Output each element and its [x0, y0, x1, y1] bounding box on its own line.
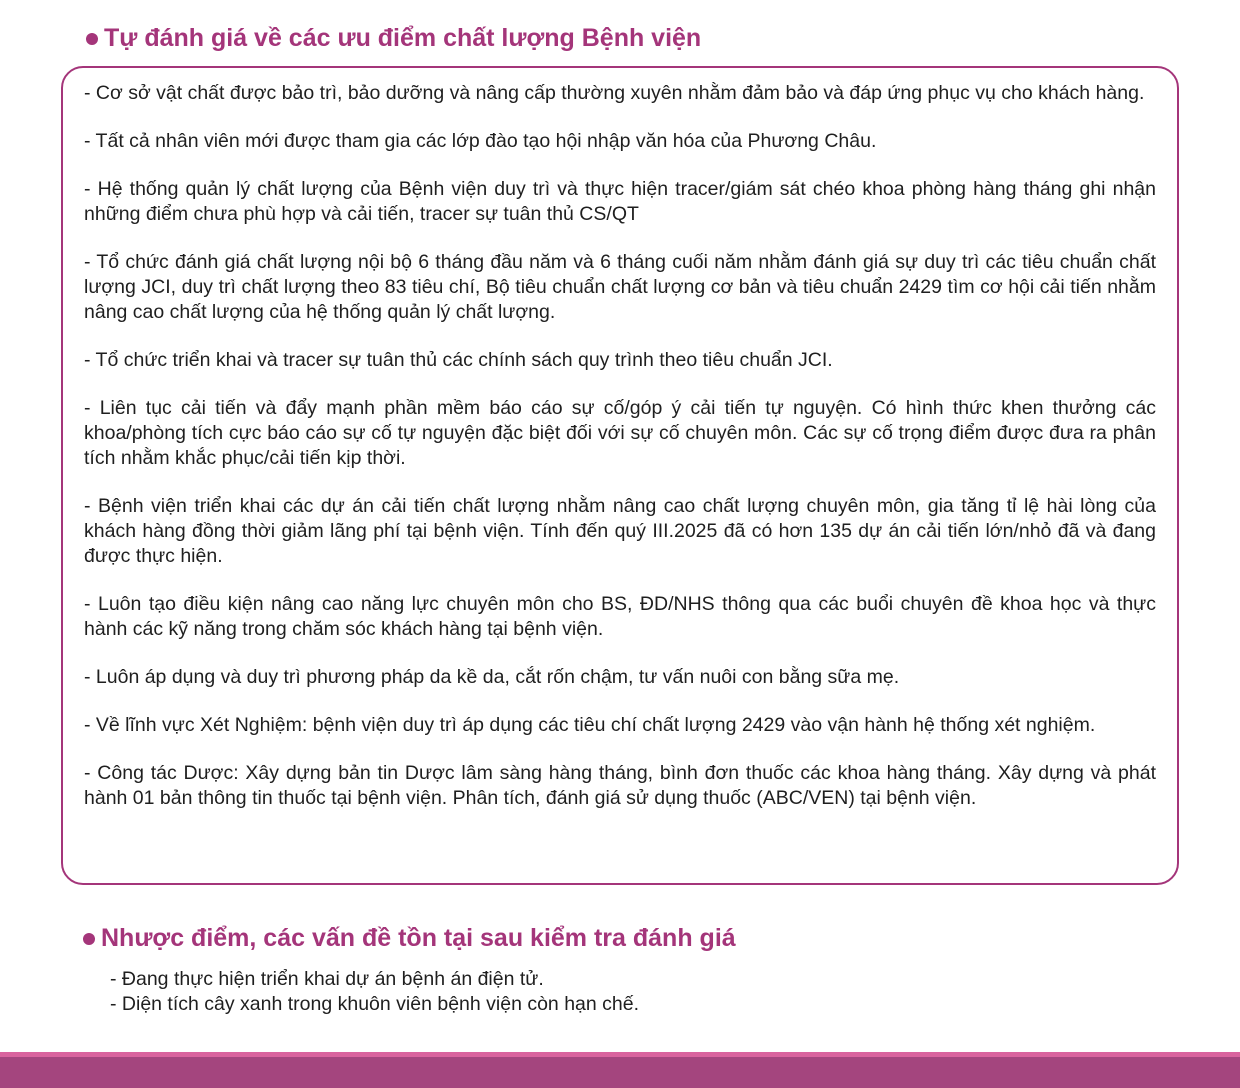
strength-item: - Về lĩnh vực Xét Nghiệm: bệnh viện duy trì áp dụng các tiêu chí chất lượng 2429 vào vận hành hệ thống xét nghiệm. [84, 714, 1096, 736]
weaknesses-heading [83, 924, 736, 953]
weaknesses-list [110, 967, 1170, 1017]
weakness-item: - Diện tích cây xanh trong khuôn viên bệnh viện còn hạn chế. [110, 993, 640, 1015]
strengths-box [61, 66, 1179, 885]
strength-item: - Luôn tạo điều kiện nâng cao năng lực chuyên môn cho BS, ĐD/NHS thông qua các buổi chuyên đề khoa học và thực hành các kỹ năng trong chăm sóc khách hàng tại bệnh viện. [84, 593, 1156, 640]
strength-item: - Bệnh viện triển khai các dự án cải tiến chất lượng nhằm nâng cao chất lượng chuyên môn, gia tăng tỉ lệ hài lòng của khách hàng đồng thời giảm lãng phí tại bệnh viện. Tính đến quý III.2025 đã có hơn 135 dự án cải tiến lớn/nhỏ đã và đang được thực hiện. [84, 495, 1156, 567]
weakness-item: - Đang thực hiện triển khai dự án bệnh án điện tử. [110, 968, 544, 990]
footer-bar [0, 1057, 1240, 1088]
strength-item: - Luôn áp dụng và duy trì phương pháp da kề da, cắt rốn chậm, tư vấn nuôi con bằng sữa mẹ. [84, 666, 900, 688]
weaknesses-heading-text: Nhược điểm, các vấn đề tồn tại sau kiểm tra đánh giá [101, 924, 736, 952]
strengths-heading [86, 24, 701, 53]
strength-item: - Hệ thống quản lý chất lượng của Bệnh viện duy trì và thực hiện tracer/giám sát chéo khoa phòng hàng tháng ghi nhận những điểm chưa phù hợp và cải tiến, tracer sự tuân thủ CS/QT [84, 178, 1156, 225]
bullet-dot-icon [86, 33, 98, 45]
strength-item: - Tất cả nhân viên mới được tham gia các lớp đào tạo hội nhập văn hóa của Phương Châu. [84, 130, 877, 152]
strength-item: - Cơ sở vật chất được bảo trì, bảo dưỡng và nâng cấp thường xuyên nhằm đảm bảo và đáp ứng phục vụ cho khách hàng. [84, 82, 1145, 104]
strength-item: - Công tác Dược: Xây dựng bản tin Dược lâm sàng hàng tháng, bình đơn thuốc các khoa hàng tháng. Xây dựng và phát hành 01 bản thông tin thuốc tại bệnh viện. Phân tích, đánh giá sử dụng thuốc (ABC/VEN) tại bệnh viện. [84, 762, 1156, 809]
strength-item: - Tổ chức đánh giá chất lượng nội bộ 6 tháng đầu năm và 6 tháng cuối năm nhằm đánh giá sự duy trì các tiêu chuẩn chất lượng JCI, duy trì chất lượng theo 83 tiêu chí, Bộ tiêu chuẩn chất lượng cơ bản và tiêu chuẩn 2429 tìm cơ hội cải tiến nhằm nâng cao chất lượng của hệ thống quản lý chất lượng. [84, 251, 1156, 323]
strengths-heading-text: Tự đánh giá về các ưu điểm chất lượng Bệnh viện [104, 24, 702, 52]
strength-item: - Tổ chức triển khai và tracer sự tuân thủ các chính sách quy trình theo tiêu chuẩn JCI. [84, 349, 833, 371]
bullet-dot-icon [83, 933, 95, 945]
strength-item: - Liên tục cải tiến và đẩy mạnh phần mềm báo cáo sự cố/góp ý cải tiến tự nguyện. Có hình thức khen thưởng các khoa/phòng tích cực báo cáo sự cố tự nguyện đặc biệt đối với sự cố chuyên môn. Các sự cố trọng điểm được đưa ra phân tích nhằm khắc phục/cải tiến kịp thời. [84, 397, 1156, 469]
